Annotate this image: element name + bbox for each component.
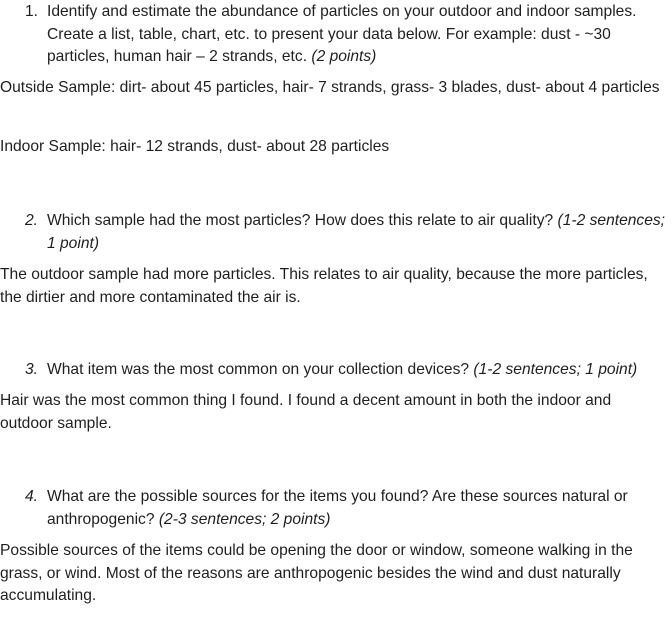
question-4 — [0, 486, 672, 531]
answer-1-outside: Outside Sample: dirt- about 45 particles, hair- 7 strands, grass- 3 blades, dust- about 4 particles — [0, 79, 660, 96]
answer-2: The outdoor sample had more particles. This relates to air quality, because the more particles, the dirtier and more contaminated the air is. — [0, 266, 648, 306]
question-2-prompt: Which sample had the most particles? How does this relate to air quality? — [47, 212, 554, 229]
question-3 — [0, 359, 672, 382]
question-2-points: (1-2 sentences; 1 point) — [47, 212, 666, 252]
question-1 — [0, 1, 672, 69]
answer-3: Hair was the most common thing I found. I found a decent amount in both the indoor and outdoor sample. — [0, 392, 612, 432]
question-2-number: 2. — [24, 212, 38, 229]
question-4-points: (2-3 sentences; 2 points) — [158, 510, 331, 528]
question-2-text-block — [47, 210, 667, 255]
answer-4: Possible sources of the items could be opening the door or window, someone walking in the grass, or wind. Most of the reasons are anthropogenic besides the wind and dust naturally accumulating. — [0, 542, 633, 605]
question-1-points: (2 points) — [311, 48, 377, 66]
question-3-prompt: What item was the most common on your collection devices? — [47, 361, 470, 378]
question-3-text-block — [47, 359, 667, 382]
question-4-prompt: What are the possible sources for the items you found? Are these sources natural or anthropogenic? — [47, 488, 628, 528]
question-3-points: (1-2 sentences; 1 point) — [473, 361, 638, 378]
question-1-number: 1. — [24, 3, 38, 20]
answer-1-indoor: Indoor Sample: hair- 12 strands, dust- about 28 particles — [0, 138, 390, 155]
question-1-prompt: Identify and estimate the abundance of particles on your outdoor and indoor samples. Create a list, table, chart, etc. to present your data below. For example: dust - ~30 particles, human hair – 2 strands, etc. — [47, 3, 637, 66]
question-2 — [0, 210, 672, 255]
question-4-number: 4. — [24, 488, 38, 505]
question-3-number: 3. — [24, 361, 38, 378]
question-4-text-block — [47, 486, 667, 531]
question-1-text-block — [47, 1, 667, 69]
